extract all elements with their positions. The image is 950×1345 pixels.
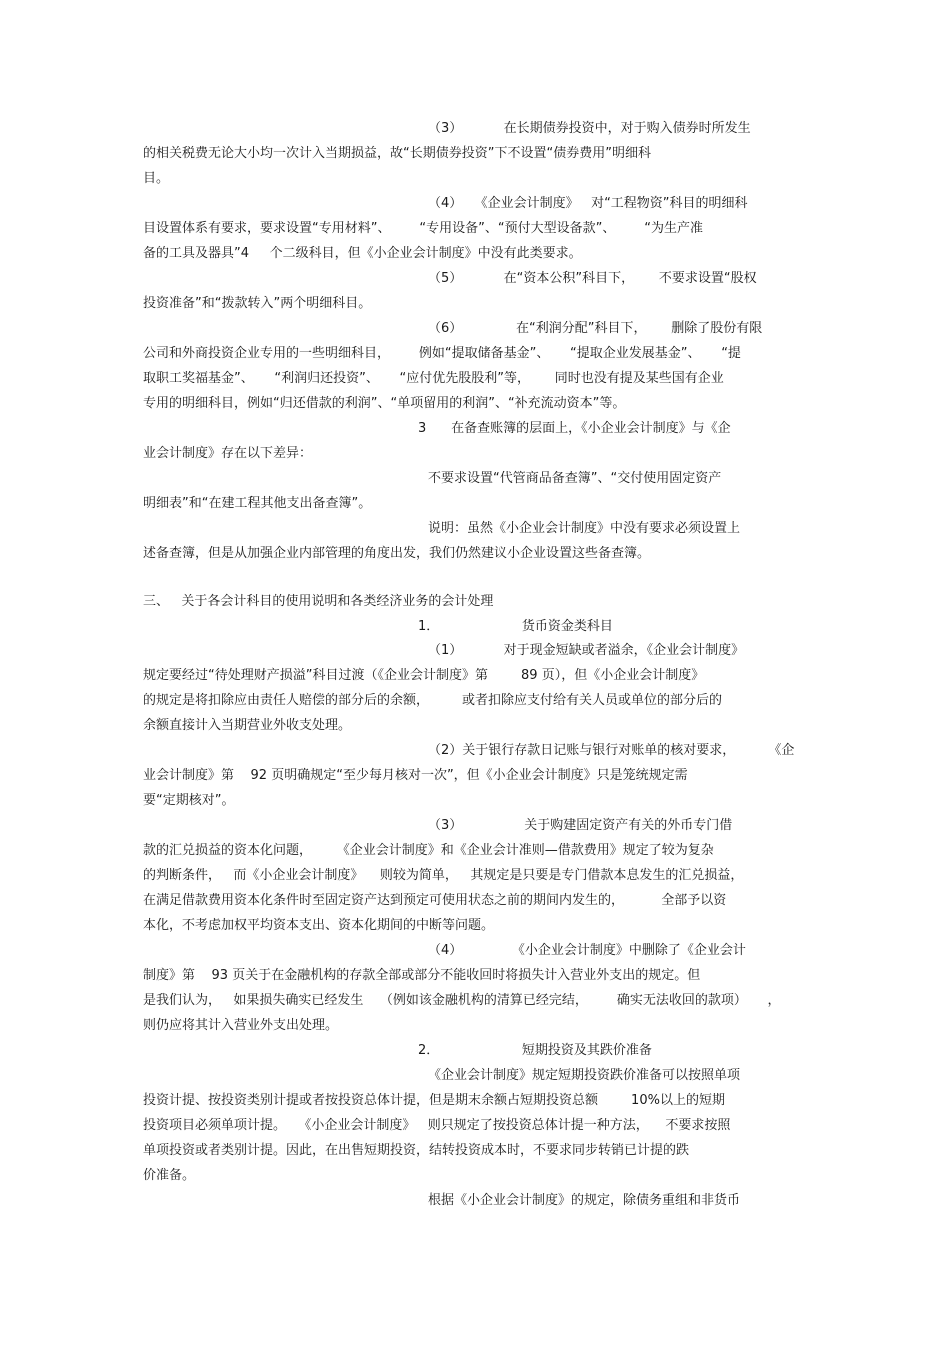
text-line: 的规定是将扣除应由责任人赔偿的部分后的余额， 或者扣除应支付给有关人员或单位的部分后的 — [143, 693, 723, 708]
text-line: 投资计提、按投资类别计提或者按投资总体计提，但是期末余额占短期投资总额 10%以上的短期 — [143, 1093, 725, 1108]
text-line: 的判断条件， 而《小企业会计制度》 则较为简单， 其规定是只要是专门借款本息发生的汇兑损益， — [143, 868, 744, 883]
text-line: 根据《小企业会计制度》的规定，除债务重组和非货币 — [428, 1193, 741, 1208]
text-line: 目设置体系有要求，要求设置“专用材料”、 “专用设备”、“预付大型设备款”、 “为生产准 — [143, 221, 703, 236]
text-line: （3） 在长期债券投资中，对于购入债券时所发生 — [428, 121, 751, 136]
text-line: 单项投资或者类别计提。因此，在出售短期投资，结转投资成本时，不要求同步转销已计提的跌 — [143, 1143, 690, 1158]
text-line: 业会计制度》存在以下差异： — [143, 446, 313, 461]
text-line: （4） 《小企业会计制度》中删除了《企业会计 — [428, 943, 746, 958]
text-line: 则仍应将其计入营业外支出处理。 — [143, 1018, 339, 1033]
text-line: 款的汇兑损益的资本化问题， 《企业会计制度》和《企业会计准则—借款费用》规定了较为复杂 — [143, 843, 714, 858]
text-line: 要“定期核对”。 — [143, 793, 235, 808]
text-line: 备的工具及器具”4 个二级科目，但《小企业会计制度》中没有此类要求。 — [143, 246, 582, 261]
subsection-heading: 1． 货币资金类科目 — [418, 619, 613, 634]
text-line: 目。 — [143, 171, 170, 186]
text-line: 业会计制度》第 92 页明确规定“至少每月核对一次”，但《小企业会计制度》只是笼统规定需 — [143, 768, 688, 783]
text-line: 的相关税费无论大小均一次计入当期损益，故“长期债券投资”下不设置“债券费用”明细科 — [143, 146, 651, 161]
text-line: 本化，不考虑加权平均资本支出、资本化期间的中断等问题。 — [143, 918, 495, 933]
text-line: 余额直接计入当期营业外收支处理。 — [143, 718, 352, 733]
text-line: （1） 对于现金短缺或者溢余，《企业会计制度》 — [428, 643, 745, 658]
text-line: （3） 关于购建固定资产有关的外币专门借 — [428, 818, 733, 833]
text-line: 《企业会计制度》规定短期投资跌价准备可以按照单项 — [428, 1068, 741, 1083]
text-line: 明细表”和“在建工程其他支出备查簿”。 — [143, 496, 372, 511]
text-line: （4） 《企业会计制度》 对“工程物资”科目的明细科 — [428, 196, 748, 211]
text-line: 投资准备”和“拨款转入”两个明细科目。 — [143, 296, 372, 311]
text-line: 是我们认为， 如果损失确实已经发生 （例如该金融机构的清算已经完结， 确实无法收回的款项） ， — [143, 993, 781, 1008]
text-line: 在满足借款费用资本化条件时至固定资产达到预定可使用状态之前的期间内发生的， 全部予以资 — [143, 893, 727, 908]
text-line: 制度》第 93 页关于在金融机构的存款全部或部分不能收回时将损失计入营业外支出的规定。但 — [143, 968, 701, 983]
text-line: 不要求设置“代管商品备查簿”、“交付使用固定资产 — [428, 471, 722, 486]
text-line: 公司和外商投资企业专用的一些明细科目， 例如“提取储备基金”、 “提取企业发展基金”、 “提 — [143, 346, 741, 361]
text-line: 价准备。 — [143, 1168, 196, 1183]
subsection-heading: 2． 短期投资及其跌价准备 — [418, 1043, 652, 1058]
text-line: 专用的明细科目，例如“归还借款的利润”、“单项留用的利润”、“补充流动资本”等。 — [143, 396, 626, 411]
text-line: 3 在备查账簿的层面上，《小企业会计制度》与《企 — [418, 421, 731, 436]
text-line: （5） 在“资本公积”科目下， 不要求设置“股权 — [428, 271, 757, 286]
text-line: 说明：虽然《小企业会计制度》中没有要求必须设置上 — [428, 521, 741, 536]
text-line: 投资项目必须单项计提。 《小企业会计制度》 则只规定了按投资总体计提一种方法， 不要求按照 — [143, 1118, 731, 1133]
text-line: （6） 在“利润分配”科目下， 删除了股份有限 — [428, 321, 763, 336]
text-line: 述备查簿，但是从加强企业内部管理的角度出发，我们仍然建议小企业设置这些备查簿。 — [143, 546, 651, 561]
text-line: （2）关于银行存款日记账与银行对账单的核对要求， 《企 — [428, 743, 795, 758]
text-line: 取职工奖福基金”、 “利润归还投资”、 “应付优先股股利”等， 同时也没有提及某些国有企业 — [143, 371, 724, 386]
text-line: 规定要经过“待处理财产损溢”科目过渡（《企业会计制度》第 89 页），但《小企业会计制度》 — [143, 668, 705, 683]
section-heading: 三、 关于各会计科目的使用说明和各类经济业务的会计处理 — [143, 594, 494, 609]
